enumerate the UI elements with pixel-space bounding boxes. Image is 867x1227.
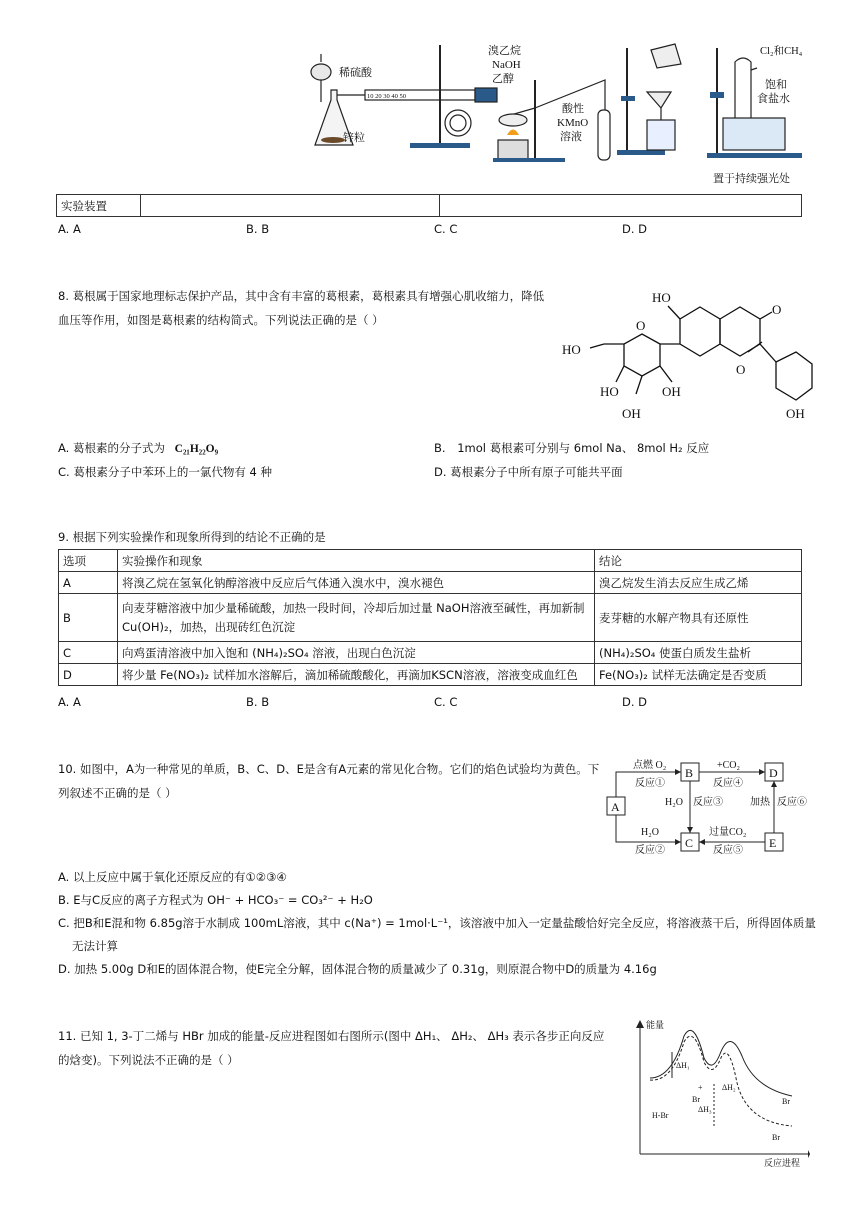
- q10-option-d[interactable]: D. 加热 5.00g D和E的固体混合物，使E完全分解，固体混合物的质量减少了 0.31g，则原混合物中D的质量为 4.16g: [58, 962, 657, 976]
- q9-row-d-op: 将少量 Fe(NO₃)₂ 试样加水溶解后，滴加稀硫酸酸化，再滴加KSCN溶液，溶液变成血红色: [118, 664, 595, 686]
- q8-option-a-formula: C₂₁H₂₂O₉: [174, 443, 219, 455]
- q10-option-c[interactable]: C. 把B和E混和物 6.85g溶于水制成 100mL溶液，其中 c(Na⁺) = 1mol·L⁻¹，该溶液中加入一定量盐酸恰好完全反应，将溶液蒸干后，所得固体质量: [58, 916, 816, 930]
- q9-row-c-key: C: [59, 642, 118, 664]
- q10-node-c: C: [685, 836, 694, 850]
- q10-edge-1: 点燃 O₂: [633, 760, 667, 771]
- q9-option-d[interactable]: D. D: [622, 695, 648, 709]
- q10-stem-line1: 10. 如图中，A为一种常见的单质，B、C、D、E是含有A元素的常见化合物。它们的焰色试验均为黄色。下: [58, 762, 600, 776]
- a-scale-label: 10 20 30 40 50: [367, 93, 406, 100]
- q7-option-a[interactable]: A. A: [58, 222, 81, 236]
- struct-ho-top: HO: [652, 290, 671, 305]
- table-row: [59, 594, 802, 642]
- puerarin-structure: [560, 282, 815, 427]
- q10-edge-11: 过量CO₂: [709, 827, 747, 838]
- q10-edge-6: 反应③: [693, 797, 723, 808]
- q10-stem: [58, 757, 603, 805]
- table-row: [57, 195, 802, 217]
- q9-row-c-con: (NH₄)₂SO₄ 使蛋白质发生盐析: [595, 642, 802, 664]
- q10-stem-line2: 列叙述不正确的是（ ）: [58, 786, 177, 800]
- table-row: [59, 642, 802, 664]
- struct-o-sugar: O: [636, 318, 646, 333]
- q10-reaction-diagram: [605, 755, 815, 855]
- q10-edge-5: H₂O: [665, 797, 683, 808]
- q9-row-b-con: 麦芽糖的水解产物具有还原性: [595, 594, 802, 642]
- q8-option-a[interactable]: [58, 440, 218, 456]
- q7-cell-ab: [141, 195, 440, 217]
- d-gas-label: Cl₂和CH₄: [760, 46, 803, 57]
- q9-row-a-op: 将溴乙烷在氢氧化钠醇溶液中反应后气体通入溴水中，溴水褪色: [118, 572, 595, 594]
- q7-row-label: 实验装置: [57, 195, 141, 217]
- q8-option-a-text: A. 葛根素的分子式为: [58, 441, 165, 455]
- table-row: [59, 664, 802, 686]
- q7-option-d[interactable]: D. D: [622, 222, 648, 236]
- q11-hbr: H-Br: [652, 1111, 669, 1120]
- q9-row-d-key: D: [59, 664, 118, 686]
- q11-stem-line2: 的焓变)。下列说法不正确的是（ ）: [58, 1053, 239, 1067]
- q9-header-option: 选项: [59, 550, 118, 572]
- b-kmno4-1: 酸性: [562, 103, 584, 115]
- q10-edge-10: 反应②: [635, 845, 665, 855]
- apparatus-c: [617, 44, 681, 155]
- q8-stem-line2: 血压等作用，如图是葛根素的结构简式。下列说法正确的是（ ）: [58, 313, 384, 327]
- q10-option-c-cont: 无法计算: [72, 939, 118, 953]
- q10-node-d: D: [769, 766, 778, 780]
- struct-oh-bottom3: OH: [622, 406, 641, 421]
- q7-table: [56, 194, 802, 217]
- q9-row-d-con: Fe(NO₃)₂ 试样无法确定是否变质: [595, 664, 802, 686]
- q11-stem: [58, 1024, 623, 1072]
- q8-option-d[interactable]: D. 葛根素分子中所有原子可能共平面: [434, 465, 623, 479]
- q10-edge-8: 反应⑥: [777, 797, 807, 808]
- struct-o-ketone: O: [772, 302, 782, 317]
- q9-option-a[interactable]: A. A: [58, 695, 81, 709]
- q11-ylabel: 能量: [646, 1020, 665, 1030]
- apparatus-b: [493, 80, 610, 162]
- q7-option-c[interactable]: C. C: [434, 222, 458, 236]
- b-kmno4-2: KMnO: [557, 117, 589, 129]
- struct-oh-phenyl: OH: [786, 406, 805, 421]
- q7-option-b[interactable]: B. B: [246, 222, 270, 236]
- q9-table: [58, 549, 802, 686]
- q11-dh3: ΔH₃: [698, 1105, 712, 1114]
- q10-option-b[interactable]: B. E与C反应的离子方程式为 OH⁻ + HCO₃⁻ = CO₃²⁻ + H₂O: [58, 893, 373, 907]
- q10-edge-7: 加热: [750, 797, 770, 808]
- d-brine-1: 饱和: [765, 79, 787, 91]
- a-acid-label: 稀硫酸: [339, 67, 372, 79]
- q11-xlabel: 反应进程: [764, 1158, 801, 1168]
- q7-cell-cd: [440, 195, 802, 217]
- q9-header-conclusion: 结论: [595, 550, 802, 572]
- q8-option-b-text: 1mol 葛根素可分别与 6mol Na、 8mol H₂ 反应: [457, 441, 710, 455]
- q10-node-e: E: [769, 836, 777, 850]
- struct-ho-bottom1: HO: [600, 384, 619, 399]
- q9-header-operation: 实验操作和现象: [118, 550, 595, 572]
- q8-stem-line1: 8. 葛根属于国家地理标志保护产品，其中含有丰富的葛根素，葛根素具有增强心肌收缩力，降低: [58, 289, 545, 303]
- q9-row-b-op: 向麦芽糖溶液中加少量稀硫酸，加热一段时间，冷却后加过量 NaOH溶液至碱性，再加新制: [122, 601, 585, 615]
- q9-row-a-key: A: [59, 572, 118, 594]
- q11-stem-line1: 11. 已知 1, 3-丁二烯与 HBr 加成的能量-反应进程图如右图所示(图中 ΔH₁、 ΔH₂、 ΔH₃ 表示各步正向反应: [58, 1029, 605, 1043]
- q10-option-a[interactable]: A. 以上反应中属于氧化还原反应的有①②③④: [58, 870, 287, 884]
- q9-option-c[interactable]: C. C: [434, 695, 458, 709]
- q9-row-c-op: 向鸡蛋清溶液中加入饱和 (NH₄)₂SO₄ 溶液，出现白色沉淀: [118, 642, 595, 664]
- q10-node-a: A: [611, 800, 620, 814]
- q11-energy-diagram: [632, 1018, 812, 1170]
- q11-br2: Br: [782, 1097, 790, 1106]
- q10-edge-2: 反应①: [635, 778, 665, 789]
- q8-stem: [58, 284, 558, 332]
- q10-node-b: B: [685, 766, 694, 780]
- q8-option-c[interactable]: C. 葛根素分子中苯环上的一氯代物有 4 种: [58, 465, 272, 479]
- q8-option-b-prefix: B.: [434, 441, 446, 455]
- q10-edge-9: H₂O: [641, 827, 659, 838]
- q9-option-b[interactable]: B. B: [246, 695, 270, 709]
- q9-row-b-key: B: [59, 594, 118, 642]
- b-reagent-3: 乙醇: [492, 73, 514, 85]
- struct-ho-left: HO: [562, 342, 581, 357]
- d-brine-2: 食盐水: [757, 93, 790, 105]
- q9-header-row: [59, 550, 802, 572]
- q11-br3: Br: [772, 1133, 780, 1142]
- q9-row-b-op2: Cu(OH)₂，加热，出现砖红色沉淀: [122, 620, 296, 634]
- q9-row-a-con: 溴乙烷发生消去反应生成乙烯: [595, 572, 802, 594]
- struct-o-ring: O: [736, 362, 746, 377]
- q8-option-b[interactable]: [434, 440, 709, 456]
- q11-plus: +: [698, 1083, 703, 1092]
- q9-stem: 9. 根据下列实验操作和现象所得到的结论不正确的是: [58, 530, 326, 544]
- q7-apparatus-figure: [295, 40, 815, 190]
- q10-edge-4: 反应④: [713, 778, 743, 789]
- q9-row-b-op-cell: [118, 594, 595, 642]
- table-row: [59, 572, 802, 594]
- q11-dh2: ΔH₂: [722, 1083, 736, 1092]
- a-zinc-label: 锌粒: [343, 132, 365, 144]
- q11-br1: Br: [692, 1095, 700, 1104]
- d-light-label: 置于持续强光处: [713, 173, 790, 185]
- q11-dh1: ΔH₁: [676, 1061, 690, 1070]
- q10-edge-12: 反应⑤: [713, 845, 743, 855]
- struct-oh-bottom2: OH: [662, 384, 681, 399]
- b-reagent-1: 溴乙烷: [488, 45, 521, 57]
- b-kmno4-3: 溶液: [560, 131, 582, 143]
- b-reagent-2: NaOH: [492, 59, 521, 71]
- q10-edge-3: +CO₂: [717, 760, 741, 771]
